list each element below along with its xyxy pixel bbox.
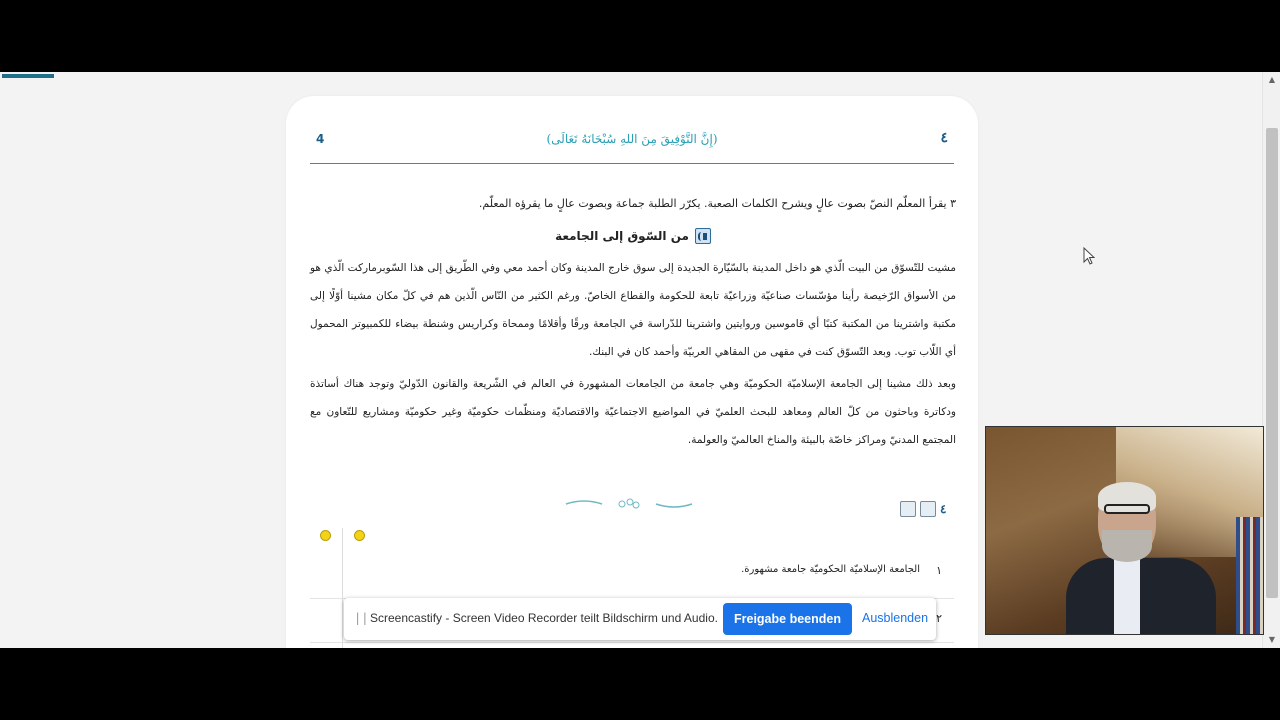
instruction-text: ٣ يقرأ المعلّم النصّ بصوت عالٍ ويشرح الكلمات الصعبة. يكرّر الطلبة جماعة وبصوت عالٍ ما يقرؤه المعلّم. (478, 197, 956, 210)
ornament-divider (564, 496, 694, 512)
table-row-number: ١ (936, 564, 942, 577)
reading-progress-bar (2, 74, 54, 78)
exercise-header (900, 500, 946, 518)
vertical-scrollbar[interactable] (1262, 72, 1280, 648)
webcam-bookshelf (1236, 517, 1264, 635)
lesson-title: من السّوق إلى الجامعة (555, 229, 689, 243)
table-column-divider (342, 528, 343, 648)
screen-icon[interactable] (920, 501, 936, 517)
page-header-title: (إِنَّ التَّوْفِيقَ مِنَ اللهِ سُبْحَانَهُ تَعَالَى) (546, 132, 718, 146)
table-row-number: ٢ (936, 612, 942, 625)
speaker-icon[interactable] (695, 228, 711, 244)
notification-message: Screencastify - Screen Video Recorder teilt Bildschirm und Audio. (370, 611, 718, 625)
screen-share-notification (344, 598, 936, 640)
header-divider (310, 163, 954, 164)
lesson-content (310, 194, 956, 454)
bottom-letterbox (0, 648, 1280, 720)
webcam-presenter (1076, 482, 1206, 635)
stop-sharing-button[interactable]: Freigabe beenden (723, 603, 852, 635)
paragraph-2: وبعد ذلك مشينا إلى الجامعة الإسلاميّة الحكوميّة وهي جامعة من الجامعات المشهورة في العالم في الشّريعة والقانون الدّوليّ وتوجد هناك أساتذة ودكاترة وباحثون من كلّ العالم ومعاهد للبحث العلميّ في المواضيع الاجتماعيّة والاقتصاديّة ومنظّمات حكوميّة وغير حكوميّة ومشاريع للتّعاون مع المجتمع المدنيّ ومراكز خاصّة بالبيئة والمناخ العالميّ والعولمة. (310, 378, 956, 446)
page-number-latin: 4 (316, 132, 325, 146)
drag-handle-icon[interactable]: || (354, 611, 369, 625)
table-row-divider (310, 642, 954, 643)
scroll-up-icon[interactable]: ▲ (1268, 75, 1276, 84)
smiley-icon[interactable] (320, 530, 331, 541)
webcam-overlay (985, 426, 1264, 635)
smiley-icon[interactable] (354, 530, 365, 541)
table-row-text: الجامعة الإسلاميّة الحكوميّة جامعة مشهورة. (741, 564, 920, 575)
top-letterbox (0, 0, 1280, 72)
page-number-arabic: ٤ (940, 130, 948, 146)
paragraph-1: مشيت للتّسوّق من البيت الّذي هو داخل المدينة بالسّيّارة الجديدة إلى سوق خارج المدينة وكان أحمد معي وفي الطّريق إلى هذا السّوبرماركت الّذي هو من الأسواق الرّخيصة رأينا مؤسّسات صناعيّة وزراعيّة تابعة للحكومة والقطاع الخاصّ. ورغم الكثير من النّاس الّذين هم في كلّ مكان مشينا أوّلًا إلى مكتبة واشترينا من المكتبة كتبًا أي قاموسين وروايتين واشترينا للدّراسة في الجامعة ورقًا وأقلامًا وممحاة وكراريس وشنطة بيضاء للكمبيوتر المحمول أي اللّاب توب. وبعد التّسوّق كنت في مقهى من المقاهي العربيّة وأحمد كان في البنك. (310, 262, 956, 358)
lesson-title-row (310, 228, 956, 244)
scrollbar-thumb[interactable] (1266, 128, 1278, 598)
book-icon[interactable] (900, 501, 916, 517)
cursor-icon (1083, 247, 1095, 265)
hide-button[interactable]: Ausblenden (862, 611, 929, 625)
page-header (310, 132, 954, 164)
exercise-number: ٤ (940, 502, 947, 516)
book-page (286, 96, 978, 648)
scroll-down-icon[interactable]: ▼ (1268, 635, 1276, 644)
